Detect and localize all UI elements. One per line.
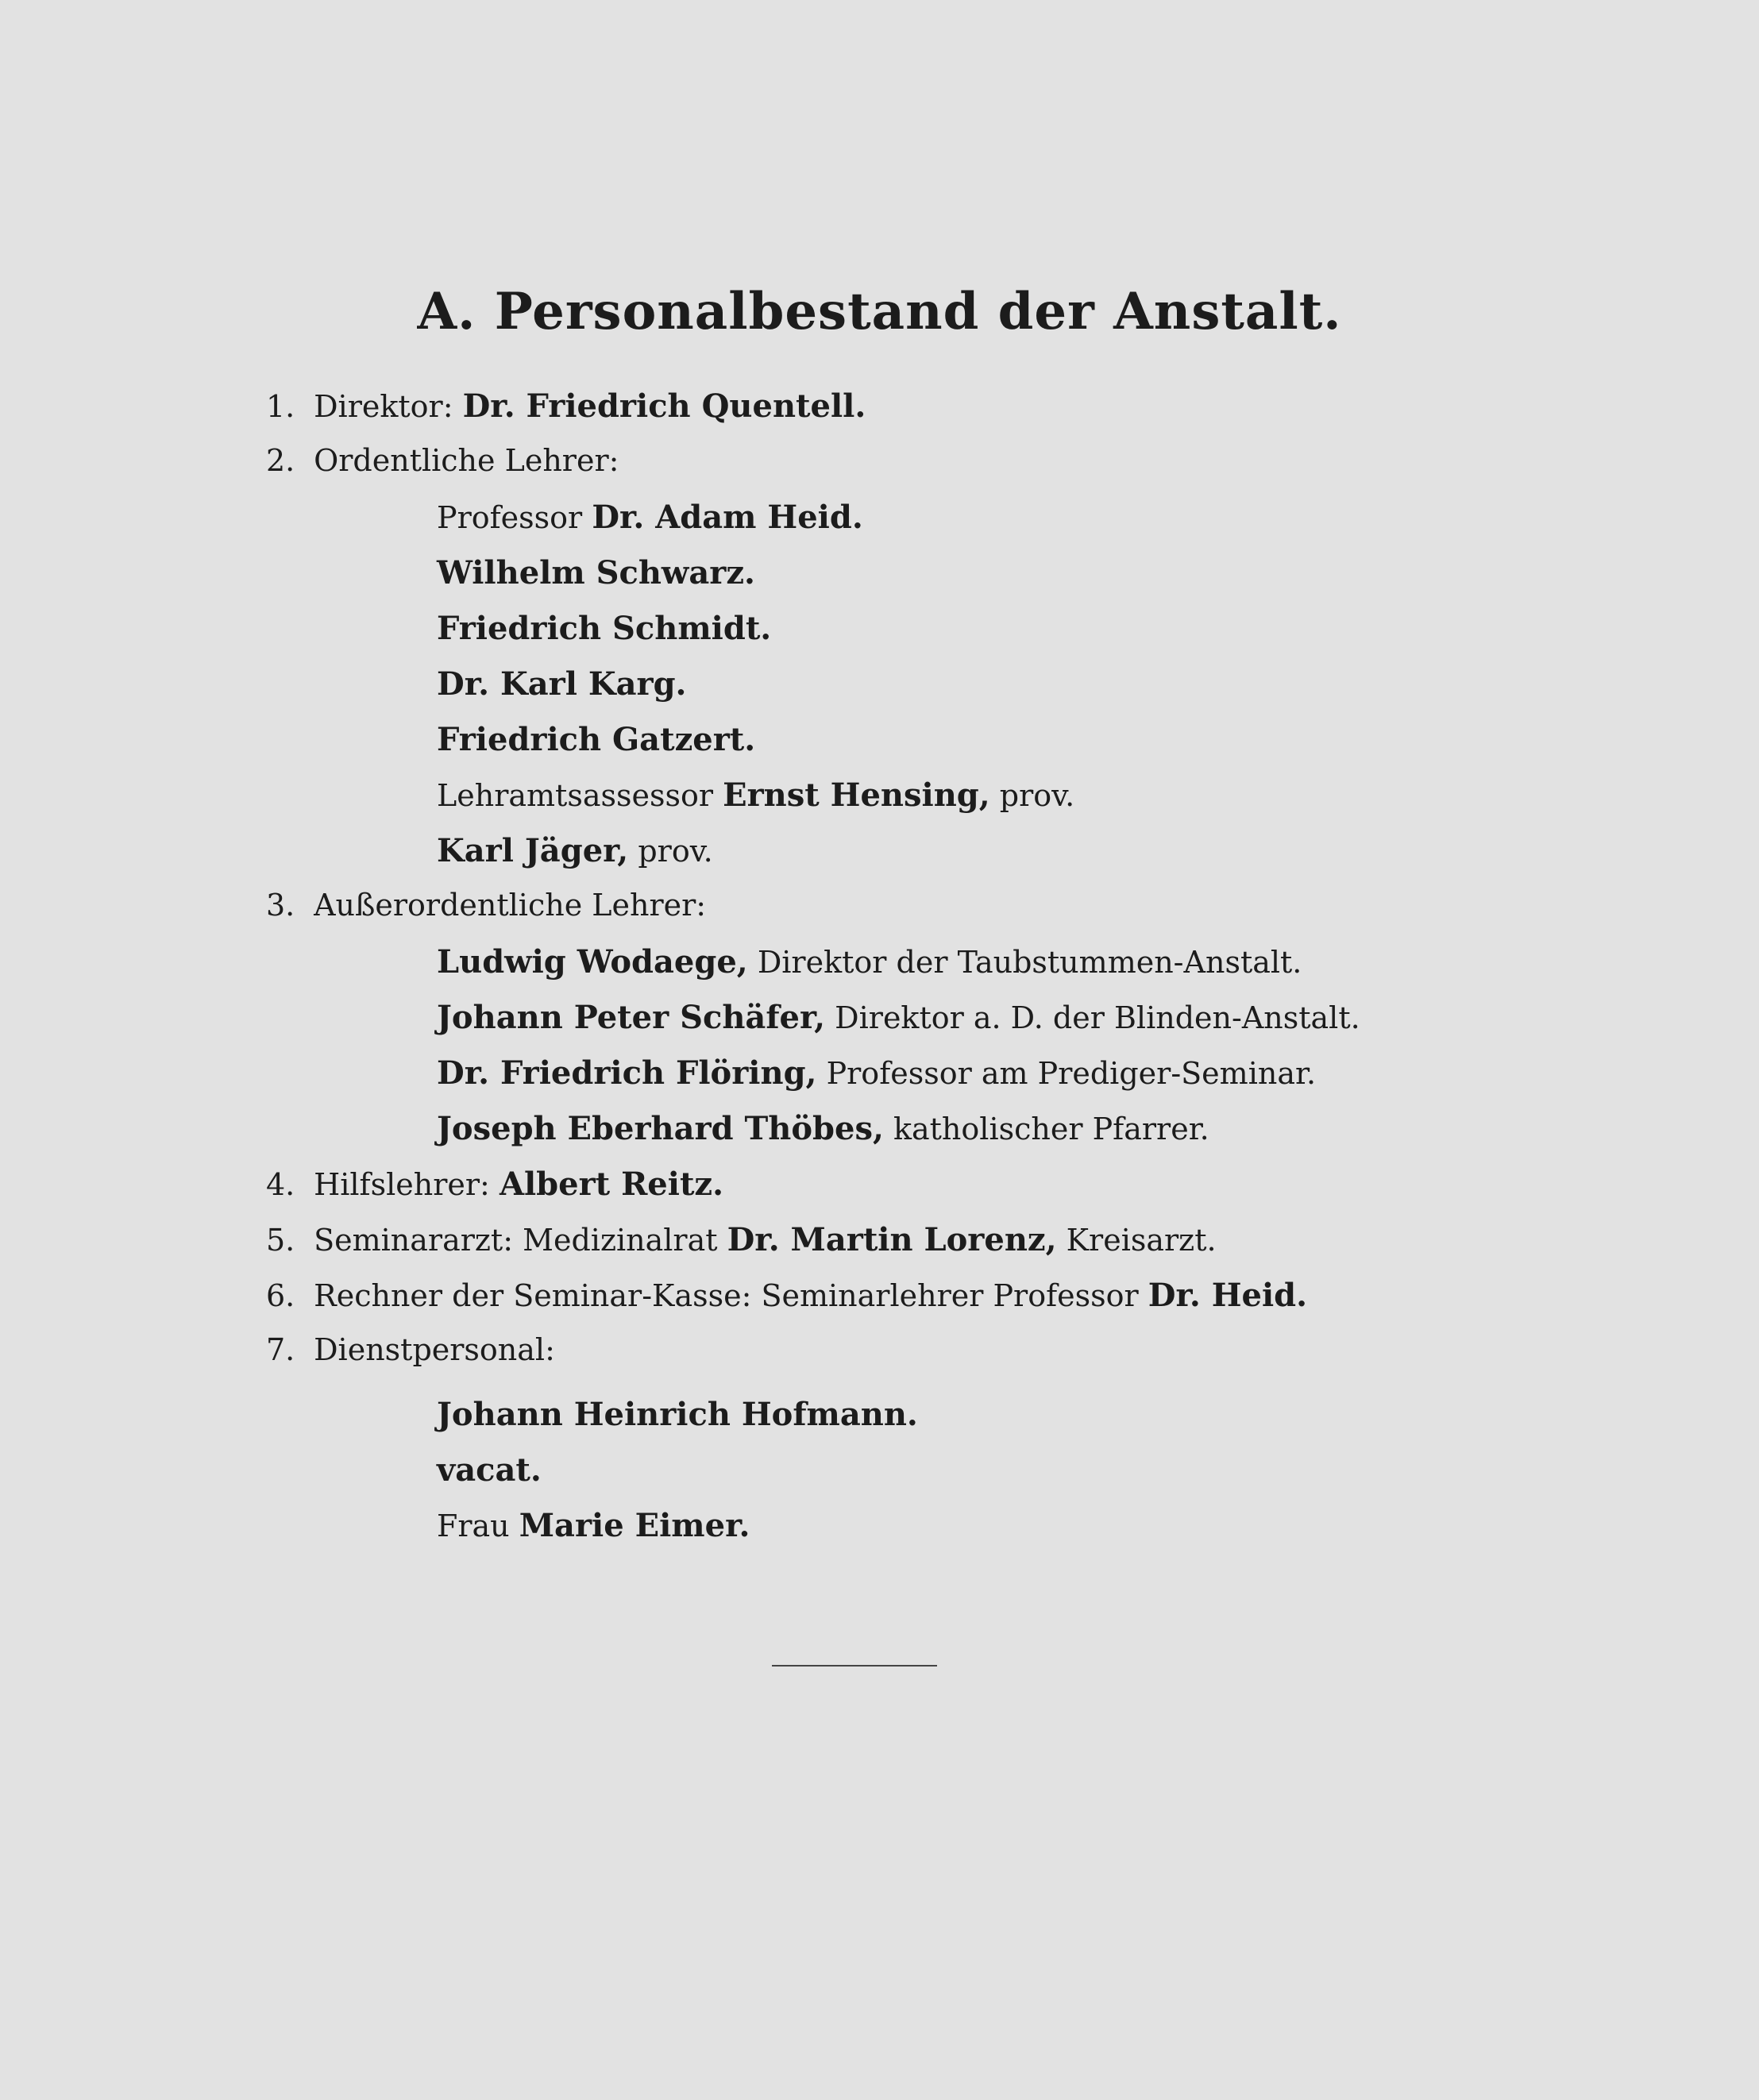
person-title: Professor: [437, 500, 583, 535]
item-number: 7.: [266, 1332, 295, 1367]
item-number: 5.: [266, 1223, 295, 1258]
teacher-entry: [437, 499, 863, 536]
person-name: Ernst Hensing,: [723, 776, 990, 814]
person-name: Dr. Heid.: [1148, 1277, 1308, 1314]
item-number: 1.: [266, 389, 295, 424]
teacher-entry: [437, 665, 686, 703]
teacher-entry: [437, 610, 771, 647]
person-note: Direktor a. D. der Blinden-Anstalt.: [835, 1000, 1360, 1035]
person-note: prov.: [999, 778, 1075, 813]
person-name: Albert Reitz.: [499, 1166, 724, 1203]
person-note: prov.: [638, 834, 713, 869]
person-name: Dr. Friedrich Flöring,: [437, 1054, 817, 1092]
item-label: Seminararzt: Medizinalrat: [314, 1223, 718, 1258]
teacher-entry: [437, 776, 1074, 814]
item-number: 3.: [266, 888, 295, 923]
person-name: Joseph Eberhard Thöbes,: [437, 1110, 884, 1147]
person-title: Frau: [437, 1509, 510, 1543]
teacher-entry: [437, 1054, 1316, 1092]
staff-entry: [437, 1451, 542, 1489]
item-number: 2.: [266, 443, 295, 478]
person-name: Karl Jäger,: [437, 832, 629, 869]
page-title: A. Personalbestand der Anstalt.: [417, 282, 1342, 341]
teacher-entry: [437, 832, 713, 869]
person-name: Dr. Martin Lorenz,: [727, 1221, 1057, 1258]
item-label: Direktor:: [314, 389, 453, 424]
closing-divider: [772, 1665, 937, 1667]
teacher-entry: [437, 721, 755, 758]
list-item-extraordinary-teachers: [266, 888, 706, 923]
item-label: Außerordentliche Lehrer:: [314, 888, 707, 923]
item-label: Hilfslehrer:: [314, 1167, 490, 1202]
person-name: Wilhelm Schwarz.: [437, 554, 755, 591]
list-item-service-staff: [266, 1332, 555, 1367]
item-label: Rechner der Seminar-Kasse: Seminarlehrer Professor: [314, 1278, 1139, 1313]
teacher-entry: [437, 999, 1360, 1036]
person-note: Kreisarzt.: [1066, 1223, 1217, 1258]
teacher-entry: [437, 1110, 1209, 1147]
item-label: Dienstpersonal:: [314, 1332, 555, 1367]
person-name: Friedrich Schmidt.: [437, 610, 772, 647]
person-name: vacat.: [437, 1451, 542, 1489]
item-number: 6.: [266, 1278, 295, 1313]
person-name: Johann Heinrich Hofmann.: [437, 1396, 918, 1433]
staff-entry: [437, 1507, 750, 1544]
person-title: Lehramtsassessor: [437, 778, 714, 813]
person-name: Marie Eimer.: [519, 1507, 750, 1544]
person-note: Direktor der Taubstummen-Anstalt.: [757, 945, 1302, 980]
person-name: Friedrich Gatzert.: [437, 721, 756, 758]
teacher-entry: [437, 554, 755, 591]
item-number: 4.: [266, 1167, 295, 1202]
person-name: Ludwig Wodaege,: [437, 943, 748, 981]
person-name: Dr. Karl Karg.: [437, 665, 687, 703]
person-name: Dr. Adam Heid.: [592, 499, 863, 536]
person-note: katholischer Pfarrer.: [893, 1112, 1209, 1146]
list-item-seminar-physician: [266, 1221, 1217, 1258]
list-item-treasurer: [266, 1277, 1307, 1314]
teacher-entry: [437, 943, 1302, 981]
person-name: Dr. Friedrich Quentell.: [462, 387, 866, 425]
staff-entry: [437, 1396, 918, 1433]
item-label: Ordentliche Lehrer:: [314, 443, 619, 478]
list-item-assistant-teacher: [266, 1166, 723, 1203]
person-note: Professor am Prediger-Seminar.: [826, 1056, 1317, 1091]
person-name: Johann Peter Schäfer,: [437, 999, 826, 1036]
list-item-regular-teachers: [266, 443, 619, 478]
list-item-director: [266, 387, 866, 425]
